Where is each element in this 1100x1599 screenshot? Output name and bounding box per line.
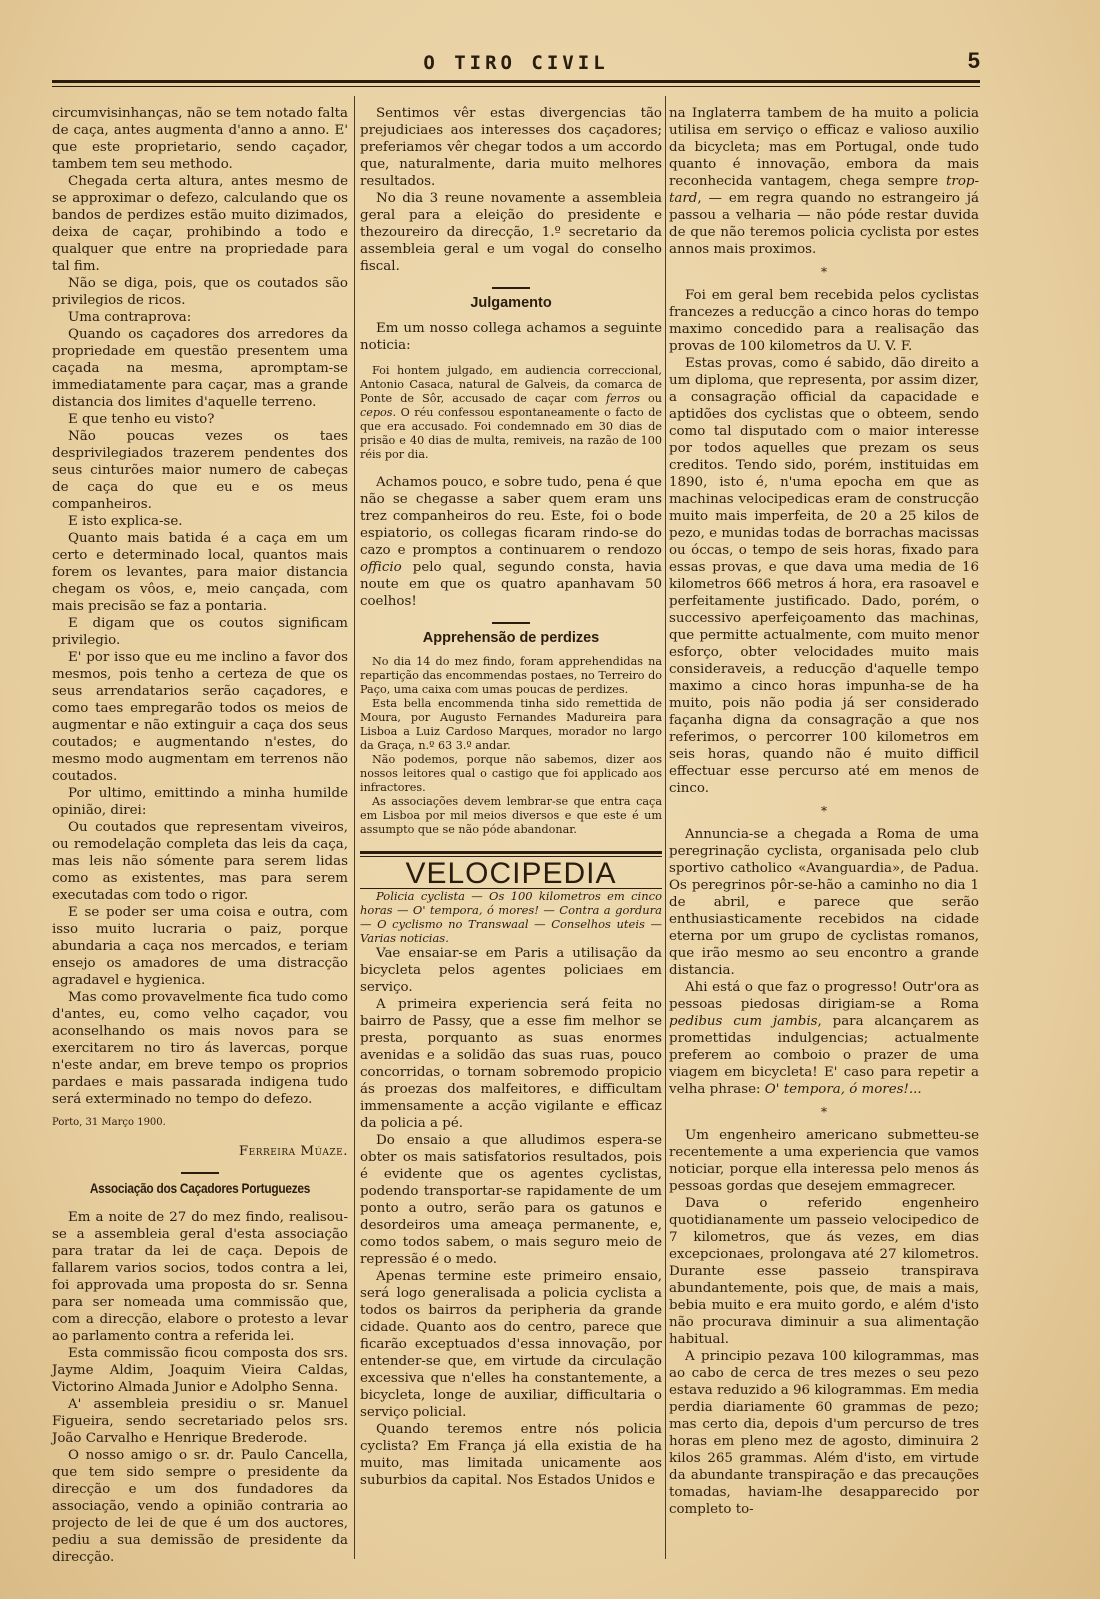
paragraph <box>669 979 979 1098</box>
paragraph: Foi em geral bem recebida pelos cyclistas francezes a reducção a cinco horas do tempo maximo concedido para a realisação das provas de 100 kilometros da U. V. F. <box>669 288 979 354</box>
paragraph: E' por isso que eu me inclino a favor dos mesmos, pois tenho a certeza de que os seus arrendatarios serão caçadores, e como taes empregarão todos os meios de augmentar e não extinguir a caça dos seus coutados; e augmentando n'estes, do mesmo modo augmentam em terrenos não coutados. <box>52 650 348 784</box>
text-run: Ahi está o que faz o progresso! Outr'ora as pessoas piedosas dirigiam-se a Roma <box>669 980 979 1012</box>
news-item <box>360 655 662 837</box>
newspaper-title: O TIRO CIVIL <box>423 52 609 74</box>
paragraph: A primeira experiencia será feita no bairro de Passy, que a esse fim melhor se presta, porquanto as suas enormes avenidas e a solidão das suas ruas, pouco concorridas, o tornam sobremodo propicio ás proezas dos malfeitores, e difficultam immensamente a acção vigilante e efficaz da policia a pé. <box>360 997 662 1131</box>
column-2 <box>360 105 662 1489</box>
text-run: ou <box>639 392 662 405</box>
text-run: , para alcançarem as promettidas indulgencias; actualmente preferem ao comboio o prazer de uma viagem em bicycleta! E' caso para repetir a velha phrase: <box>669 1014 980 1097</box>
paragraph: No dia 14 do mez findo, foram apprehendidas na repartição das encommendas postaes, no Terreiro do Paço, uma caixa com umas poucas de perdizes. <box>360 655 662 696</box>
section-divider <box>492 287 530 289</box>
column-divider <box>665 96 666 1559</box>
section-heading: Apprehensão de perdizes <box>422 630 600 646</box>
paragraph: A' assembleia presidiu o sr. Manuel Figueira, sendo secretariado pelos srs. João Carvalho e Henrique Brederode. <box>52 1397 348 1446</box>
text-run-italic: O' tempora, ó mores!... <box>764 1082 922 1097</box>
section-separator-star: * <box>821 265 827 279</box>
paragraph: Apenas termine este primeiro ensaio, será logo generalisada a policia cyclista a todos os bairros da peripheria da grande cidade. Quanto aos do centro, parece que ficarão exceptuados d'essa innovação, por entender-se que, em virtude da circulação excessiva que n'elles ha constantemente, a bicycleta, longe de auxiliar, difficultaria o serviço policial. <box>360 1269 662 1420</box>
paragraph: Uma contraprova: <box>68 310 192 325</box>
section-separator-star: * <box>821 804 827 818</box>
column-3 <box>669 105 979 1518</box>
section-title: VELOCIPEDIA <box>405 857 617 890</box>
text-run: na Inglaterra tambem de ha muito a policia utilisa em serviço o efficaz e valioso auxilio da bicycleta; mas em Portugal, onde tudo quanto é innovação, embora da mais reconhecida vantagem, chega sempre <box>669 106 979 189</box>
paragraph: Chegada certa altura, antes mesmo de se approximar o defezo, calculando que os bandos de perdizes estão muito dizimados, deixa de caçar, prohibindo a todo e qualquer que entre na propriedade para tal fim. <box>52 174 348 274</box>
column-1 <box>52 105 348 1566</box>
paragraph: Vae ensaiar-se em Paris a utilisação da bicycleta pelos agentes policiaes em serviço. <box>360 946 662 995</box>
paragraph: No dia 3 reune novamente a assembleia geral para a eleição do presidente e thezoureiro da direcção, 1.º secretario da assembleia geral e um vogal do conselho fiscal. <box>360 191 662 274</box>
paragraph: Quanto mais batida é a caça em um certo e determinado local, quantos mais forem os levantes, para maior distancia chegam os vôos, e, meio cançada, com mais precisão se faz a pontaria. <box>52 531 348 614</box>
paragraph: Em um nosso collega achamos a seguinte noticia: <box>360 321 662 353</box>
section-heading: Julgamento <box>470 295 552 311</box>
paragraph: Ou coutados que representam viveiros, ou remodelação completa das leis da caça, mas leis não sómente para serem lidas como as existentes, mas para serem executadas com todo o rigor. <box>52 820 348 903</box>
paragraph: Esta bella encommenda tinha sido remettida de Moura, por Augusto Fernandes Madureira para Lisboa a Luiz Cardoso Marques, morador no largo da Graça, n.º 63 3.º andar. <box>360 697 662 752</box>
paragraph: Não poucas vezes os taes desprivilegiados trazerem pendentes dos seus cinturões maior numero de cabeças de caça do que eu e os meus companheiros. <box>52 429 348 512</box>
masthead-rule-thick <box>52 80 980 83</box>
paragraph: Estas provas, como é sabido, dão direito a um diploma, que representa, por assim dizer, a consagração official da capacidade e aptidões dos cyclistas que o obteem, sendo como tal disputado com o maior interesse por todos aquelles que prezam os seus creditos. Tendo sido, porém, instituidas em 1890, isto é, n'uma epocha em que as machinas velocipedicas eram de construcção muito mais imperfeita, de 20 a 25 kilos de pezo, e munidas todas de borrachas macissas ou óccas, o tempo de seis horas, fixado para essas provas, e que dava uma media de 16 kilometros 666 metros á hora, era rasoavel e perfeitamente justificado. Dado, porém, o successivo aperfeiçoamento das machinas, que permitte actualmente, com muito menor esforço, obter velocidades muito mais consideraveis, a reducção d'aquelle tempo maximo a cinco horas impunha-se de ha muito, pois não podia já ser considerado façanha digna da consagração a que nos referimos, o percorrer 100 kilometros em seis horas, quando não é muito difficil effectuar esse percurso até em menos de cinco. <box>669 356 979 796</box>
dateline: Porto, 31 Março 1900. <box>52 1117 166 1128</box>
paragraph: Mas como provavelmente fica tudo como d'antes, eu, como velho caçador, vou aconselhando os mais novos para se exercitarem no tiro ás lavercas, porque n'este andar, em breve tempo os proprios pardaes e mais passarada indigena tudo será exterminado no tempo do defezo. <box>52 990 348 1107</box>
section-separator-star: * <box>821 1105 827 1119</box>
section-heading: Associação dos Caçadores Portuguezes <box>89 1180 311 1196</box>
paragraph: E isto explica-se. <box>68 514 183 529</box>
text-run-italic: pedibus cum jambis <box>669 1014 818 1029</box>
paragraph: O nosso amigo o sr. dr. Paulo Cancella, que tem sido sempre o presidente da direcção e um dos fundadores da associação, vendo a opinião contraria ao projecto de lei de que é um dos auctores, pediu a sua demissão de presidente da direcção. <box>52 1448 348 1565</box>
masthead-rule-thin <box>52 86 980 87</box>
paragraph: Não se diga, pois, que os coutados são privilegios de ricos. <box>52 276 348 308</box>
author-signature: Ferreira Múaze. <box>238 1144 348 1159</box>
section-divider <box>181 1172 219 1174</box>
section-rule-thick <box>360 851 662 854</box>
paragraph: E se poder ser uma coisa e outra, com isso muito lucraria o paiz, porque abundaria a caça nos mercados, e teriam ensejo os amadores de uma distracção agradavel e hygienica. <box>52 905 348 988</box>
paragraph: Por ultimo, emittindo a minha humilde opinião, direi: <box>52 786 348 818</box>
text-run-italic: trop-tard <box>669 174 979 206</box>
paragraph: Do ensaio a que alludimos espera-se obter os mais satisfatorios resultados, pois é evidente que os agentes cyclistas, podendo transportar-se rapidamente de um ponto a outro, serão para os gatunos e desordeiros uma ameaça permanente, e, como todos sabem, o mais seguro meio de repressão é o medo. <box>360 1133 662 1267</box>
text-run: , — em regra quando no estrangeiro já passou a velharia — não póde restar duvida de que não teremos policia cyclista por estes annos mais proximos. <box>669 191 979 257</box>
text-run: . O réu confessou espontaneamente o facto de que era accusado. Foi condemnado em 30 dias de prisão e 40 dias de multa, remiveis, na razão de 100 réis por dia. <box>360 406 662 461</box>
paragraph: A principio pezava 100 kilogrammas, mas ao cabo de cerca de tres mezes o seu pezo estava reduzido a 96 kilogrammas. Em media perdia diariamente 60 grammas de pezo; mas certo dia, depois d'um percurso de tres horas em pleno mez de agosto, diminuira 2 kilos 265 grammas. Além d'isto, em virtude da abundante transpiração e das precauções tomadas, haviam-lhe desapparecido por completo to- <box>669 1349 979 1517</box>
paragraph <box>360 474 662 610</box>
paragraph: Annuncia-se a chegada a Roma de uma peregrinação cyclista, organisada pelo club sportivo catholico «Avanguardia», de Padua. Os peregrinos pôr-se-hão a caminho no dia 1 de abril, e parece que serão enthusiasticamente recebidos na cidade eterna por um grupo de cyclistas romanos, que irão mesmo ao seu encontro a grande distancia. <box>669 827 979 978</box>
paragraph: Sentimos vêr estas divergencias tão prejudiciaes aos interesses dos caçadores; preferiamos vêr chegar todos a um accordo que, naturalmente, daria muito melhores resultados. <box>360 106 662 189</box>
paragraph: Quando os caçadores dos arredores da propriedade em questão presentem uma caçada na mesma, apromptam-se immediatamente para caçar, mas a grande distancia dos limites d'aquelle terreno. <box>52 327 348 410</box>
paragraph <box>669 105 979 258</box>
text-run: Achamos pouco, e sobre tudo, pena é que não se chegasse a saber quem eram uns trez companheiros do reu. Este, foi o bode espiatorio, os collegas ficaram rindo-se do cazo e promptos a continuarem o rendozo <box>360 475 662 558</box>
paragraph: Esta commissão ficou composta dos srs. Jayme Aldim, Joaquim Vieira Caldas, Victorino Almada Junior e Adolpho Senna. <box>52 1346 348 1395</box>
paragraph: E que tenho eu visto? <box>68 412 215 427</box>
paragraph: Em a noite de 27 do mez findo, realisou-se a assembleia geral d'esta associação para tratar da lei de caça. Depois de fallarem varios socios, todos contra a lei, foi approvada uma proposta do sr. Senna para ser nomeada uma commissão que, com a direcção, elabore o protesto a levar ao parlamento contra a referida lei. <box>52 1210 348 1344</box>
text-run-italic: ferros <box>606 392 640 405</box>
paragraph: circumvisinhanças, não se tem notado falta de caça, antes augmenta d'anno a anno. E' que este proprietario, sendo caçador, tambem tem seu methodo. <box>52 106 348 172</box>
paragraph: As associações devem lembrar-se que entra caça em Lisboa por mil meios diversos e que este é um assumpto que se não póde abandonar. <box>360 795 662 836</box>
column-divider <box>354 96 355 1559</box>
text-run: pelo qual, segundo consta, havia noute em que os quatro apanhavam 50 coelhos! <box>360 560 662 609</box>
text-run-italic: officio <box>360 560 402 575</box>
text-run: Foi hontem julgado, em audiencia correccional, Antonio Casaca, natural de Galveis, da comarca de Ponte de Sôr, accusado de caçar com <box>360 364 662 405</box>
paragraph: Dava o referido engenheiro quotidianamente um passeio velocipedico de 7 kilometros, que ás vezes, em dias excepcionaes, prolongava até 27 kilometros. Durante esse passeio transpirava abundantemente, pois que, de mais a mais, bebia muito e era muito gordo, e além d'isto não procurava diminuir a sua alimentação habitual. <box>669 1196 979 1347</box>
quoted-news <box>360 364 662 462</box>
paragraph: Quando teremos entre nós policia cyclista? Em França já ella existia de ha muito, mas limitada unicamente aos suburbios da capital. Nos Estados Unidos e <box>360 1422 662 1488</box>
page-number: 5 <box>967 48 980 73</box>
section-summary: Policia cyclista — Os 100 kilometros em cinco horas — O' tempora, ó mores! — Contra a gordura — O cyclismo no Transwaal — Conselhos uteis — Varias noticias. <box>360 889 662 945</box>
paragraph: Não podemos, porque não sabemos, dizer aos nossos leitores qual o castigo que foi applicado aos infractores. <box>360 753 662 794</box>
section-divider <box>492 622 530 624</box>
paragraph: Um engenheiro americano submetteu-se recentemente a uma experiencia que vamos noticiar, porque ella interessa pelo menos ás pessoas gordas que desejem emmagrecer. <box>669 1128 979 1194</box>
text-run-italic: cepos <box>360 406 393 419</box>
paragraph: E digam que os coutos significam privilegio. <box>52 616 348 648</box>
